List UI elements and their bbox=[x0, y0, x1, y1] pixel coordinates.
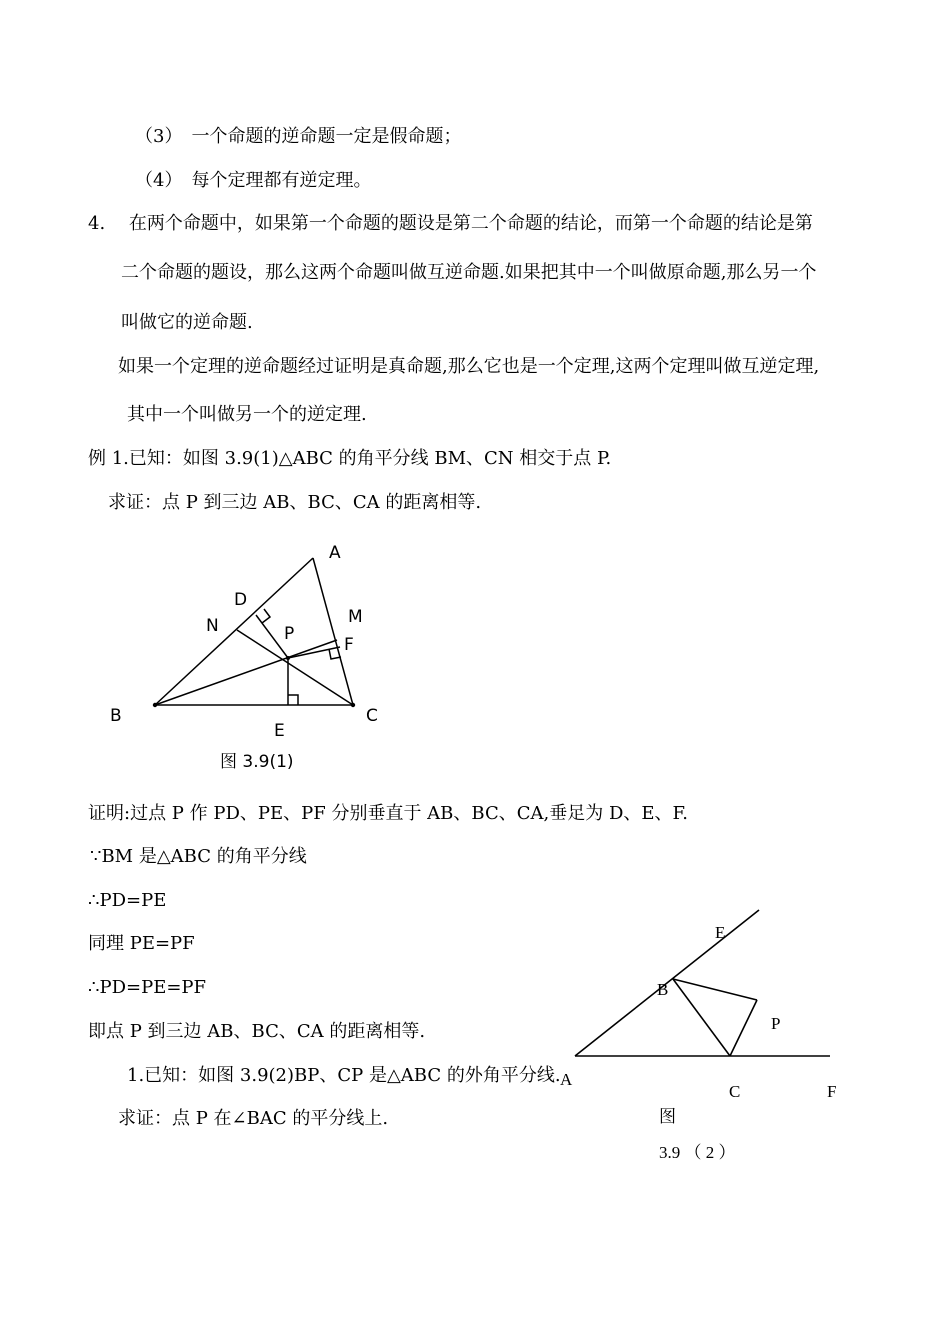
paragraph-4-line-2: 二个命题的题设，那么这两个命题叫做互逆命题.如果把其中一个叫做原命题,那么另一个 bbox=[121, 262, 817, 283]
bisector-bm bbox=[155, 640, 337, 705]
label-f: F bbox=[344, 635, 354, 655]
proof-line-6: 即点 P 到三边 AB、BC、CA 的距离相等. bbox=[88, 1021, 426, 1042]
proof-line-4: 同理 PE=PF bbox=[88, 933, 195, 954]
label-c: C bbox=[729, 1082, 741, 1101]
label-c: C bbox=[366, 706, 378, 726]
label-e: E bbox=[715, 923, 726, 942]
item-4: （4） 每个定理都有逆定理。 bbox=[135, 170, 372, 191]
proof-line-1: 证明:过点 P 作 PD、PE、PF 分别垂直于 AB、BC、CA,垂足为 D、E、F. bbox=[88, 803, 688, 824]
proof-line-5: ∴PD=PE=PF bbox=[88, 977, 207, 998]
point-c bbox=[351, 703, 355, 707]
label-a: A bbox=[560, 1070, 573, 1089]
label-m: M bbox=[348, 607, 363, 627]
label-b: B bbox=[110, 706, 122, 726]
proof-line-3: ∴PD=PE bbox=[88, 890, 167, 911]
label-p: P bbox=[284, 624, 295, 644]
proof-line-2: ∵BM 是△ABC 的角平分线 bbox=[90, 846, 307, 867]
label-p: P bbox=[771, 1014, 781, 1033]
paragraph-4-line-3: 叫做它的逆命题. bbox=[121, 312, 253, 333]
point-b bbox=[153, 703, 157, 707]
label-b: B bbox=[657, 980, 669, 999]
paragraph-4-line-1: 4. 在两个命题中，如果第一个命题的题设是第二个命题的结论，而第一个命题的结论是第 bbox=[88, 213, 813, 234]
label-a: A bbox=[329, 543, 341, 563]
label-d: D bbox=[234, 590, 248, 610]
figure-2-caption-line-1: 图 bbox=[659, 1107, 676, 1126]
figure-1-caption: 图 3.9(1) bbox=[220, 752, 294, 772]
label-n: N bbox=[206, 616, 219, 636]
figure-3-9-2 bbox=[555, 900, 855, 1170]
label-f: F bbox=[827, 1082, 837, 1101]
right-angle-e bbox=[288, 695, 298, 705]
segment-cp bbox=[730, 1000, 757, 1056]
exercise-1-prove: 求证：点 P 在∠BAC 的平分线上. bbox=[118, 1108, 389, 1129]
paragraph-5-line-2: 其中一个叫做另一个的逆定理. bbox=[127, 404, 367, 425]
example-1-given: 例 1.已知：如图 3.9(1)△ABC 的角平分线 BM、CN 相交于点 P. bbox=[88, 448, 612, 469]
label-e: E bbox=[274, 721, 285, 741]
point-p bbox=[286, 656, 290, 660]
example-1-prove: 求证：点 P 到三边 AB、BC、CA 的距离相等. bbox=[108, 492, 482, 513]
paragraph-5-line-1: 如果一个定理的逆命题经过证明是真命题,那么它也是一个定理,这两个定理叫做互逆定理, bbox=[118, 356, 820, 377]
figure-3-9-1 bbox=[100, 535, 400, 775]
right-angle-d bbox=[262, 609, 270, 623]
exercise-1-given: 1.已知：如图 3.9(2)BP、CP 是△ABC 的外角平分线. bbox=[127, 1065, 561, 1086]
item-3: （3） 一个命题的逆命题一定是假命题； bbox=[135, 126, 462, 147]
figure-2-caption-line-2: 3.9 （ 2 ） bbox=[659, 1143, 736, 1162]
